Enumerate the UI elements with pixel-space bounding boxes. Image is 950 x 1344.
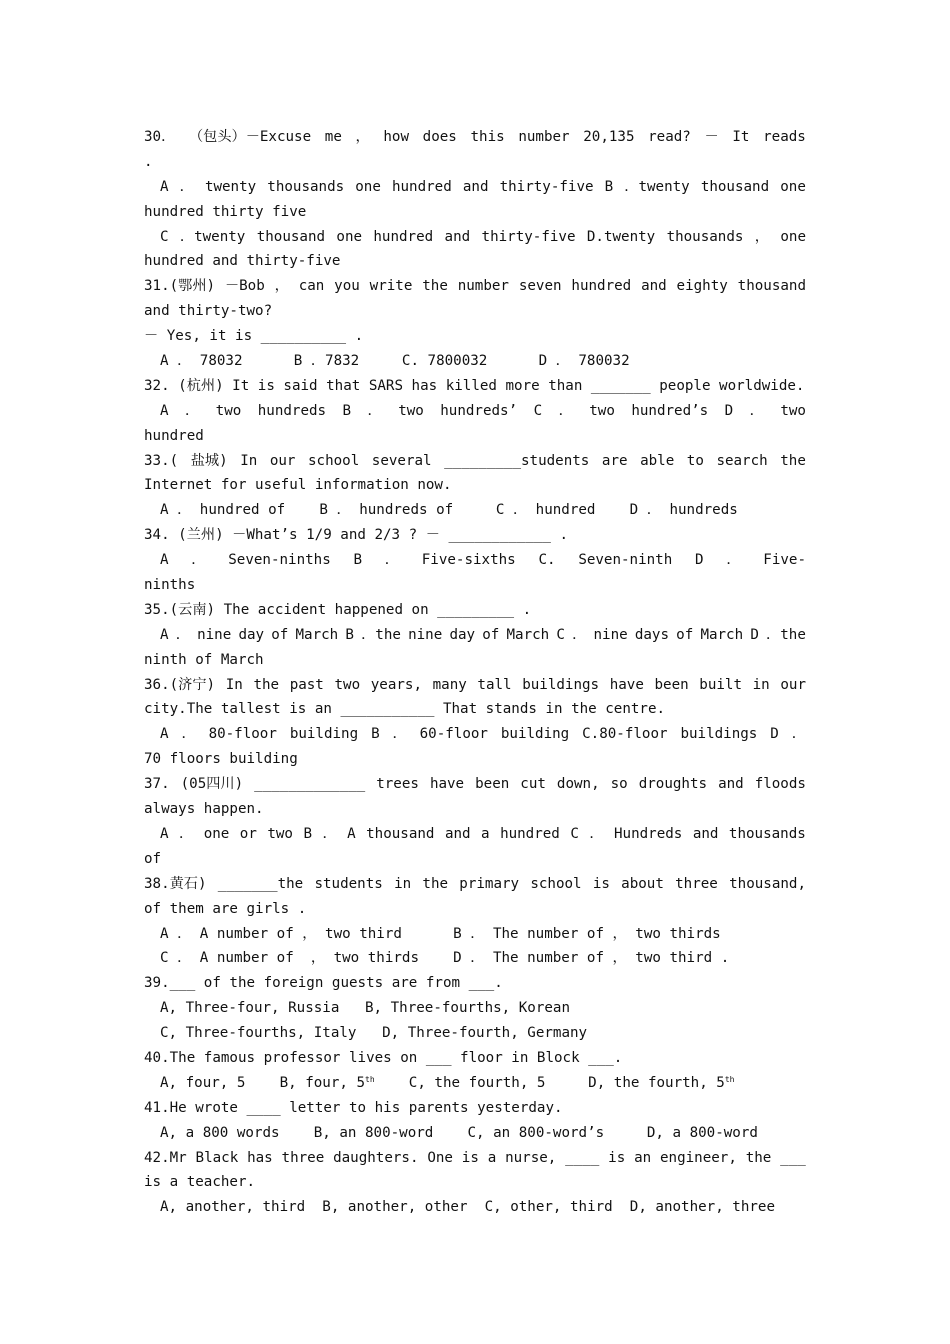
word: 30． [144,129,176,145]
question-line [144,1071,806,1096]
word: In [225,676,243,693]
word: C [556,626,565,643]
word: this [470,129,505,145]
question-42 [144,1146,806,1221]
word: _________students [444,452,590,469]
question-32 [144,374,806,449]
word: have [429,776,465,793]
text-run: A, four, 5 B, four, 5 [160,1074,365,1091]
question-40 [144,1046,806,1096]
word: of [482,626,500,643]
word: you [334,278,360,295]
word: March [295,626,339,643]
word: daughters. [333,1149,419,1166]
word: read? [648,129,691,145]
word: two [398,402,424,419]
word: 36.(济宁) [144,676,216,693]
word: does [422,129,457,145]
word: thousand [256,228,326,245]
word: two [215,402,242,419]
question-line [144,548,806,573]
word: thousand [700,178,770,195]
word: hundred [391,178,452,195]
word: school [308,452,360,469]
word: is [461,1149,479,1166]
word: ． [726,552,741,569]
word: our [269,452,296,469]
word: and [641,278,667,295]
word: number [518,129,570,145]
word: B [371,726,380,743]
word: our [780,676,806,693]
word: one [780,178,806,195]
word: years, [370,676,422,693]
question-stem-line [144,1146,806,1171]
word: ． [558,402,573,419]
word: ， [274,278,289,295]
word: building [289,726,359,743]
word: of [676,626,694,643]
word: days [634,626,669,643]
word: one [203,825,230,842]
word: been [654,676,689,693]
word: ． [572,626,587,643]
word: thousand [737,278,806,295]
word: trees [376,776,419,793]
word: the [745,1149,772,1166]
word: ． [191,552,206,569]
word: B [345,626,354,643]
question-line: always happen. [144,801,264,818]
question-line: . [144,153,153,170]
word: C [570,825,579,842]
word: thousands [666,228,744,245]
word: 37. [144,776,170,793]
question-line: C, Three-fourths, Italy D, Three-fourth, Germany [160,1025,588,1042]
word: day [238,626,265,643]
word: write [369,278,413,295]
word: or [239,825,257,842]
word: search [716,452,768,469]
word: and [444,825,471,842]
word: － [704,129,719,145]
word: D [695,552,704,569]
word: C.80-floor [582,726,668,743]
word: hundreds [257,402,327,419]
word: B [303,825,312,842]
word: day [449,626,476,643]
word: ___ [780,1149,806,1166]
question-line: Internet for useful information now. [144,477,452,494]
question-stem-line [144,125,806,150]
question-36 [144,673,806,773]
word: ． [181,726,196,743]
word: ． [179,178,194,195]
question-stem-line [144,872,806,897]
word: 80-floor [208,726,277,743]
question-line [144,822,806,847]
word: ．the [361,626,401,643]
word: ．twenty [624,178,690,195]
question-33 [144,449,806,524]
word: floods [754,776,806,793]
word: and [462,178,489,195]
word: and [718,776,744,793]
question-38 [144,872,806,972]
word: are [601,452,628,469]
ordinal-superscript: th [365,1074,375,1084]
word: －Bob [224,278,265,295]
word: reads [763,129,806,145]
word: A [160,552,169,569]
question-39 [144,971,806,1046]
word: A [160,626,169,643]
word: nine [593,626,628,643]
word: 33.( [144,452,179,469]
word: Seven-ninth [578,552,673,569]
word: ． [175,626,190,643]
word: Seven-ninths [228,552,331,569]
question-stem-line [144,449,806,474]
word: A [347,825,356,842]
word: me [324,129,342,145]
word: about [621,875,664,892]
word: built [699,676,743,693]
word: thirty-five [499,178,594,195]
word: two [267,825,293,842]
word: tall [477,676,512,693]
question-line: city.The tallest is an ___________ That stands in the centre. [144,701,666,718]
word: In [240,452,258,469]
word: have [609,676,644,693]
word: 20,135 [583,129,635,145]
word: is [608,1149,626,1166]
question-line [144,225,806,250]
question-stem-line: 40.The famous professor lives on ___ floor in Block ___. [144,1049,623,1066]
word: C [533,402,543,419]
word: the [422,278,448,295]
word: buildings [522,676,600,693]
question-line: A, another, third B, another, other C, other, third D, another, three [160,1199,775,1216]
word: D [724,402,734,419]
question-35 [144,598,806,673]
word: a [487,1149,497,1166]
word: so [610,776,628,793]
question-stem-line [144,772,806,797]
question-line [144,399,806,424]
word: down, [556,776,600,793]
word: _______the [217,875,304,892]
word: can [298,278,325,295]
word: seven [518,278,562,295]
word: school [530,875,582,892]
question-line: of them are girls . [144,900,307,917]
word: 盐城) [190,452,228,469]
word: buildings [680,726,758,743]
word: two [589,402,615,419]
word: March [700,626,744,643]
word: one [355,178,381,195]
word: an [634,1149,652,1166]
word: hundred’s [631,402,709,419]
word: cut [520,776,546,793]
word: able [640,452,675,469]
question-stem-line: 39.___ of the foreign guests are from ___. [144,975,503,992]
question-line: hundred and thirty-five [144,253,341,270]
word: thousand, [729,875,806,892]
word: of [271,626,289,643]
question-line: of [144,850,162,867]
word: in [752,676,770,693]
question-line: 70 floors building [144,751,298,768]
word: ， [355,129,370,145]
word: B [604,178,614,195]
question-stem-line: 41.He wrote ____ letter to his parents yesterday. [144,1099,563,1116]
question-line: C ． A number of ， two thirds D ． The number of ， two third . [160,950,730,967]
word: droughts [638,776,708,793]
word: ． [384,552,399,569]
word: （包头）－Excuse [188,129,312,145]
word: It [732,129,750,145]
question-37 [144,772,806,872]
word: the [780,452,806,469]
word: nine [197,626,232,643]
word: A [160,402,169,419]
question-stem-line: 34. (兰州) －What’s 1/9 and 2/3 ? － ____________ . [144,527,569,544]
word: A [160,726,169,743]
question-34 [144,523,806,598]
word: been [475,776,510,793]
word: ． [589,825,604,842]
word: thousands [267,178,345,195]
question-stem-line [144,274,806,299]
question-stem-line: 32. (杭州) It is said that SARS has killed more than _______ people worldwide. [144,377,805,394]
question-line: A, a 800 words B, an 800-word C, an 800-word’s D, a 800-word [160,1124,758,1141]
word: the [253,676,280,693]
word: ． [749,402,764,419]
word: nurse, [505,1149,557,1166]
word: thirty-five [481,228,576,245]
word: 60-floor [419,726,488,743]
word: two [780,402,806,419]
word: nine [408,626,443,643]
word: hundred [500,825,560,842]
word: three [281,1149,325,1166]
word: twenty [204,178,257,195]
word: hundred [571,278,632,295]
question-line: A ． A number of ， two third B ． The number of ， two thirds [160,925,721,942]
word: number [457,278,509,295]
word: building [500,726,570,743]
question-line: is a teacher. [144,1174,256,1191]
word: ． [791,726,806,743]
word: ． [367,402,382,419]
word: thousands [728,825,806,842]
word: one [780,228,806,245]
question-line: ninths [144,577,196,594]
word: ， [754,228,769,245]
word: A [160,825,169,842]
text-run: C, the fourth, 5 D, the fourth, 5 [374,1074,725,1091]
word: Five- [763,552,806,569]
word: One [427,1149,453,1166]
word: (05四川) [180,776,244,793]
word: ____ [565,1149,600,1166]
word: ． [392,726,407,743]
word: two [334,676,361,693]
word: C [160,228,169,245]
word: ． [322,825,337,842]
word: _____________ [254,776,366,793]
word: and [444,228,471,245]
word: one [336,228,363,245]
word: B [342,402,352,419]
word: A [160,178,169,195]
word: three [675,875,718,892]
question-line: hundred thirty five [144,203,307,220]
question-stem-line: 35.(云南) The accident happened on _________ . [144,601,532,618]
word: is [592,875,610,892]
exercise-document [144,125,806,1220]
word: 42.Mr [144,1149,187,1166]
question-line [144,623,806,648]
question-line [144,722,806,747]
question-stem-line [144,673,806,698]
word: a [481,825,490,842]
word: past [289,676,324,693]
question-line: ninth of March [144,651,264,668]
word: Hundreds [614,825,683,842]
question-line: A ． hundred of B ． hundreds of C ． hundred D ． hundreds [160,502,738,519]
word: hundred [373,228,434,245]
word: thousand [366,825,435,842]
word: Black [195,1149,239,1166]
word: 31.(鄂州) [144,278,216,295]
question-41 [144,1096,806,1146]
word: several [371,452,432,469]
word: hundreds’ [440,402,518,419]
word: to [686,452,704,469]
ordinal-superscript: th [724,1074,735,1084]
question-30 [144,125,806,274]
word: students [314,875,383,892]
word: D.twenty [586,228,656,245]
question-31 [144,274,806,374]
question-line: and thirty-two? [144,303,273,320]
word: ． [185,402,200,419]
word: eighty [676,278,728,295]
question-line [144,175,806,200]
word: and [692,825,719,842]
word: C. [538,552,556,569]
word: primary [459,875,520,892]
question-line: hundred [144,427,204,444]
word: how [383,129,410,145]
word: D [770,726,779,743]
word: ． [179,825,194,842]
word: the [422,875,449,892]
word: D [750,626,759,643]
word: March [506,626,550,643]
word: has [247,1149,273,1166]
word: in [394,875,412,892]
word: many [432,676,467,693]
word: ．the [766,626,806,643]
word: 38.黄石) [144,875,207,892]
word: Five-sixths [421,552,516,569]
word: ．twenty [179,228,246,245]
word: engineer, [660,1149,737,1166]
question-line: A ． 78032 B ．7832 C. 7800032 D ． 780032 [160,353,630,370]
word: B [353,552,363,569]
question-line: － Yes, it is __________ . [144,328,364,345]
question-line: A, Three-four, Russia B, Three-fourths, Korean [160,1000,570,1017]
